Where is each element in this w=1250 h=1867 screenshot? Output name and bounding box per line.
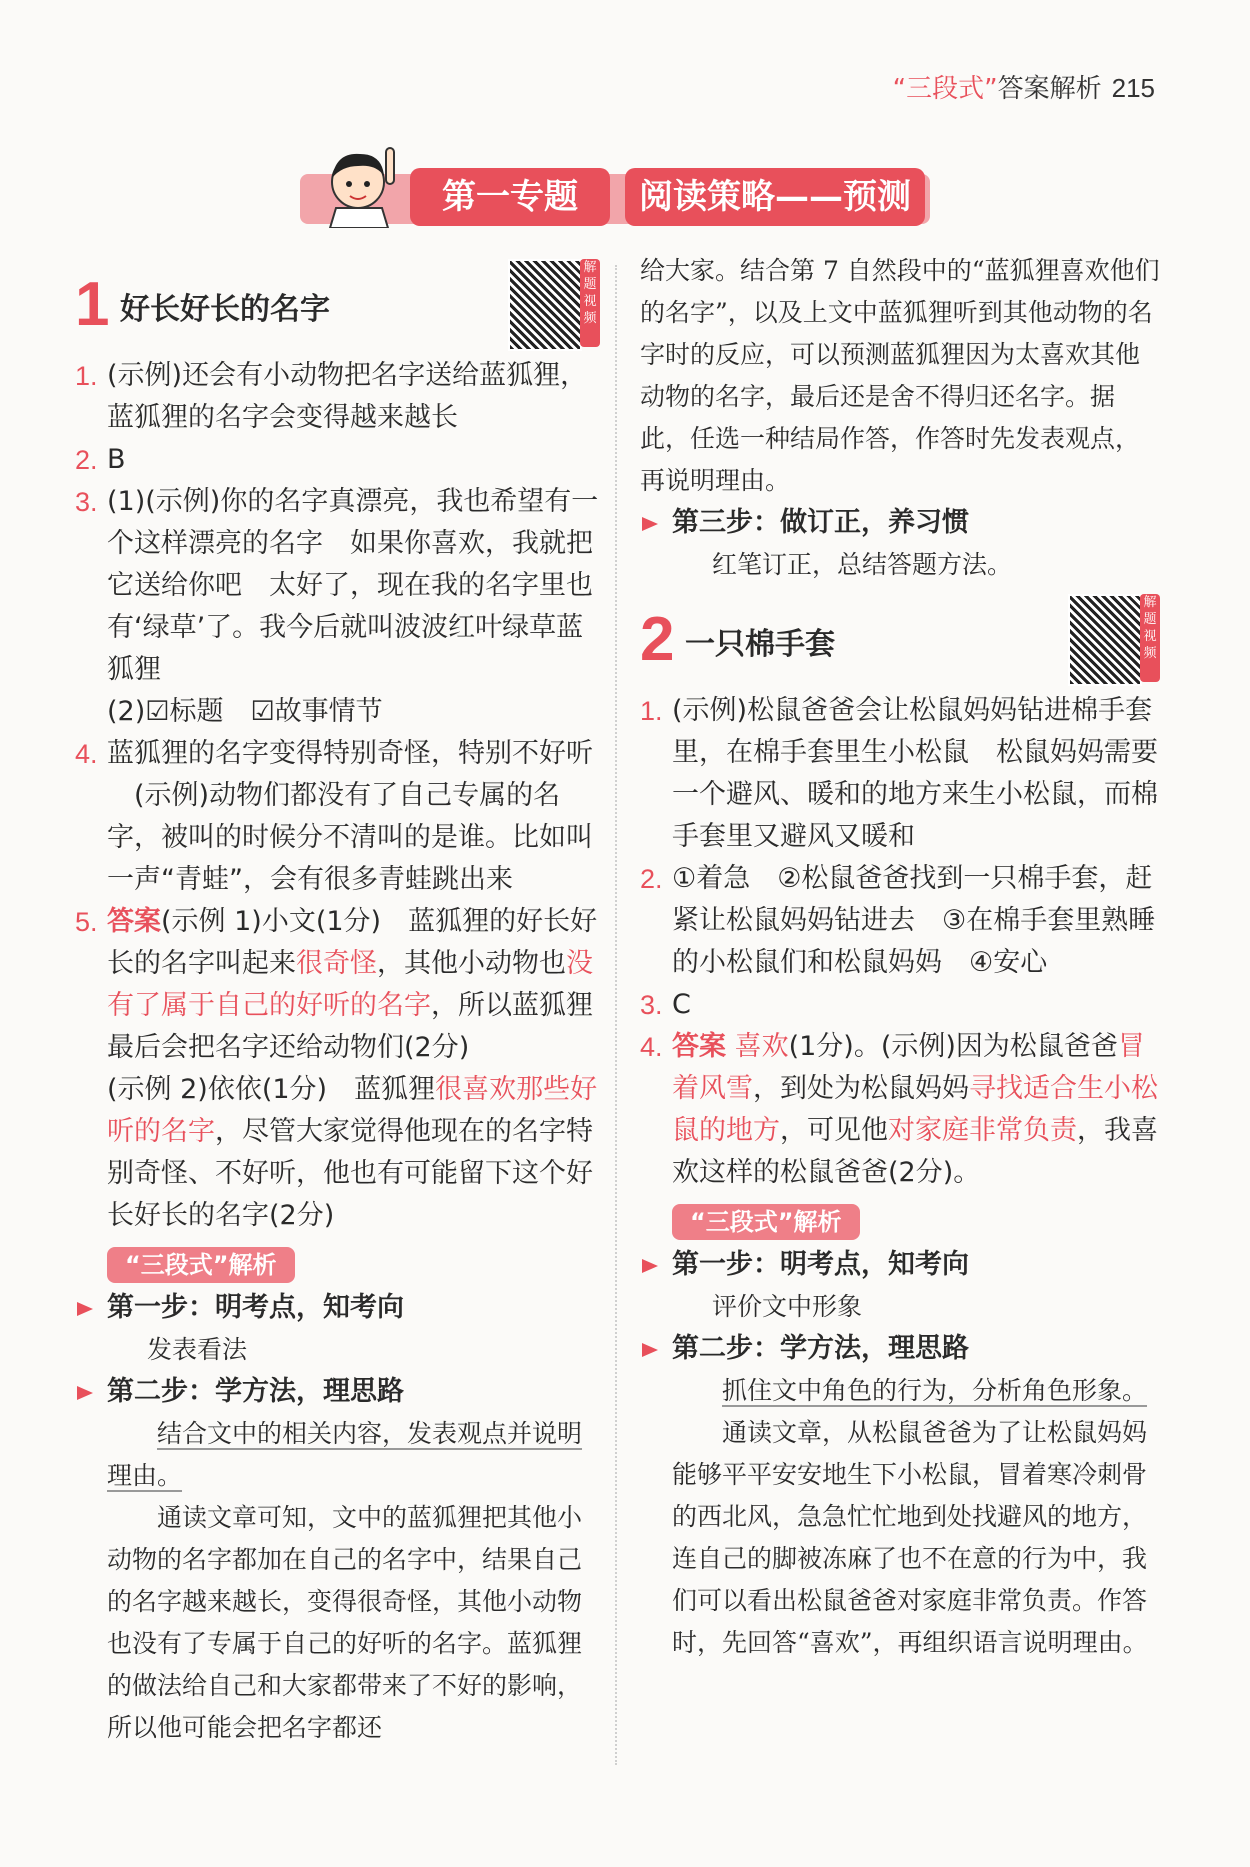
qr-code-icon [1068, 594, 1142, 686]
qr-code[interactable] [508, 259, 600, 347]
section-2-title [640, 595, 1160, 690]
answer-item: 2. ①着急 ②松鼠爸爸找到一只棉手套，赶紧让松鼠妈妈钻进去 ③在棉手套里熟睡的小松鼠们和松鼠妈妈 ④安心 [640, 863, 1156, 978]
qr-code-icon [508, 259, 582, 351]
left-column [75, 260, 600, 1749]
answer-label: 答案 [107, 906, 161, 937]
arrow-icon [642, 517, 658, 531]
step-body: 发表看法 [147, 1335, 248, 1364]
step-body: 评价文中形象 [712, 1292, 863, 1321]
topic-banner [300, 168, 930, 228]
answer-item: 4. 蓝狐狸的名字变得特别奇怪，特别不好听 [75, 738, 593, 769]
section-name: 一只棉手套 [685, 627, 835, 662]
arrow-icon [77, 1386, 93, 1400]
section-number: 1 [75, 270, 110, 339]
section-name: 好长好长的名字 [120, 292, 330, 327]
section-number: 2 [640, 605, 675, 674]
answer-item: (示例)动物们都没有了自己专属的名字，被叫的时候分不清叫的是谁。比如叫一声“青蛙”，会有很多青蛙跳出来 [107, 780, 593, 895]
arrow-icon [642, 1259, 658, 1273]
analysis-continued: 给大家。结合第 7 自然段中的“蓝狐狸喜欢他们的名字”，以及上文中蓝狐狸听到其他动物的名字时的反应，可以预测蓝狐狸因为太喜欢其他动物的名字，最后还是舍不得归还名字。据此，任选一种结局作答，作答时先发表观点，再说明理由。 [640, 256, 1160, 495]
analysis-pill: “三段式”解析 [107, 1247, 295, 1283]
qr-tag: 解题视频 [580, 259, 600, 347]
page-number: 215 [1111, 73, 1155, 103]
banner-topic: 第一专题 [410, 168, 610, 226]
analysis-pill: “三段式”解析 [672, 1204, 860, 1240]
qr-tag: 解题视频 [1140, 594, 1160, 682]
analysis-paragraph: 通读文章，从松鼠爸爸为了让松鼠妈妈能够平平安安地生下小松鼠，冒着寒冷刺骨的西北风，急急忙忙地到处找避风的地方，连自己的脚被冻麻了也不在意的行为中，我们可以看出松鼠爸爸对家庭非常负责。作答时，先回答“喜欢”，再组织语言说明理由。 [672, 1418, 1148, 1657]
step-heading: 第二步：学方法，理思路 [640, 1328, 1160, 1370]
step-heading: 第一步：明考点，知考向 [75, 1287, 600, 1329]
page-header [893, 68, 1155, 105]
boy-mascot-icon [318, 138, 408, 228]
step-body: 抓住文中角色的行为，分析角色形象。 [722, 1376, 1148, 1405]
answer-item: 2. B [75, 444, 126, 475]
column-divider [615, 265, 617, 1765]
answer-item: 1. (示例)松鼠爸爸会让松鼠妈妈钻进棉手套里，在棉手套里生小松鼠 松鼠妈妈需要一个避风、暖和的地方来生小松鼠，而棉手套里又避风又暖和 [640, 695, 1158, 852]
answer-label: 答案 [672, 1031, 726, 1062]
header-label: 答案解析 [997, 74, 1102, 104]
qr-code[interactable] [1068, 594, 1160, 682]
answer-item: 3. C [640, 989, 691, 1020]
step-body: 红笔订正，总结答题方法。 [712, 550, 1013, 579]
arrow-icon [77, 1302, 93, 1316]
answer-item: 1. (示例)还会有小动物把名字送给蓝狐狸，蓝狐狸的名字会变得越来越长 [75, 360, 588, 433]
section-1-title [75, 260, 600, 355]
step-heading: 第二步：学方法，理思路 [75, 1371, 600, 1413]
right-column [640, 250, 1160, 1664]
answer-item-5: 5. 答案(示例 1)小文(1分) 蓝狐狸的好长好长的名字叫起来很奇怪，其他小动物也没有了属于自己的好听的名字，所以蓝狐狸最后会把名字还给动物们(2分) [75, 906, 598, 1063]
step-heading: 第三步：做订正，养习惯 [640, 502, 1160, 544]
answer-item-4: 4. 答案 喜欢(1分)。(示例)因为松鼠爸爸冒着风雪，到处为松鼠妈妈寻找适合生小松鼠的地方，可见他对家庭非常负责，我喜欢这样的松鼠爸爸(2分)。 [640, 1031, 1158, 1188]
answer-item-5-example-2: (示例 2)依依(1分) 蓝狐狸很喜欢那些好听的名字，尽管大家觉得他现在的名字特别奇怪、不好听，他也有可能留下这个好长好长的名字(2分) [107, 1074, 598, 1231]
analysis-paragraph: 通读文章可知，文中的蓝狐狸把其他小动物的名字都加在自己的名字中，结果自己的名字越来越长，变得很奇怪，其他小动物也没有了专属于自己的好听的名字。蓝狐狸的做法给自己和大家都带来了不好的影响，所以他可能会把名字都还 [107, 1503, 583, 1742]
step-heading: 第一步：明考点，知考向 [640, 1244, 1160, 1286]
answer-item: (2)☑标题 ☑故事情节 [107, 696, 383, 727]
header-quoted: “三段式” [892, 74, 998, 104]
step-body: 结合文中的相关内容，发表观点并说明理由。 [107, 1419, 583, 1490]
answer-item: 3. (1)(示例)你的名字真漂亮，我也希望有一个这样漂亮的名字 如果你喜欢，我就把它送给你吧 太好了，现在我的名字里也有‘绿草’了。我今后就叫波波红叶绿草蓝狐狸 [75, 486, 599, 685]
arrow-icon [642, 1343, 658, 1357]
banner-strategy: 阅读策略——预测 [625, 168, 925, 226]
